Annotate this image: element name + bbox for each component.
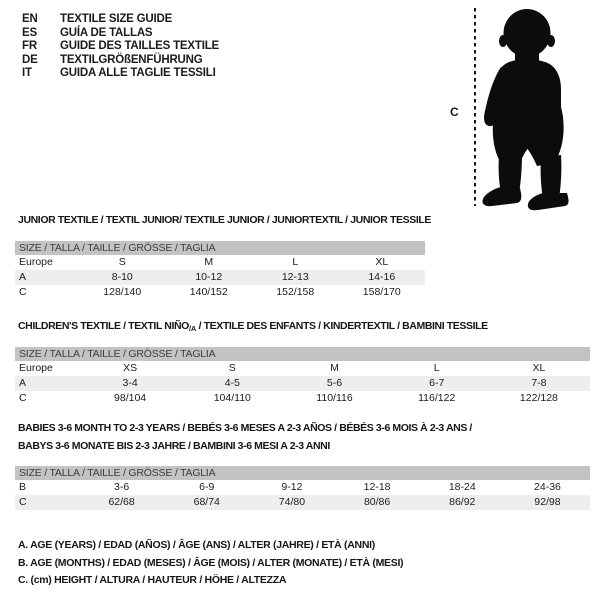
size-cell: L [433, 362, 440, 374]
height-cell: 140/152 [189, 286, 228, 298]
age-cell: 9-12 [281, 481, 303, 493]
table-row [15, 270, 425, 285]
age-cell: 3-6 [113, 481, 130, 493]
table-row [15, 285, 425, 300]
lang-title-fr: GUIDE DES TAILLES TEXTILE [60, 40, 219, 53]
size-cell: M [204, 256, 214, 268]
table-row [15, 255, 425, 270]
row-label: A [19, 271, 27, 283]
table-row [15, 376, 590, 391]
lang-code-de: DE [22, 53, 38, 66]
height-cell: 152/158 [276, 286, 315, 298]
age-cell: 6-7 [429, 377, 445, 389]
row-label: C [19, 392, 27, 404]
row-label: B [19, 481, 27, 493]
height-cell: 92/98 [534, 496, 561, 508]
size-cell: S [118, 256, 126, 268]
row-label: A [19, 377, 27, 389]
legend-line-age-years: A. AGE (YEARS) / EDAD (AÑOS) / ÂGE (ANS) / ALTER (JAHRE) / ETÀ (ANNI) [18, 539, 375, 551]
lang-code-es: ES [22, 26, 37, 39]
lang-code-it: IT [22, 67, 32, 80]
language-title-block [22, 13, 219, 81]
children-size-table [15, 347, 590, 406]
lang-code-en: EN [22, 13, 38, 25]
lang-row-it [22, 67, 219, 81]
children-title-post: / TEXTILE DES ENFANTS / KINDERTEXTIL / BAMBINI TESSILE [196, 320, 488, 332]
age-cell: 6-9 [199, 481, 215, 493]
lang-title-de: TEXTILGRÖßENFÜHRUNG [60, 53, 203, 66]
lang-code-fr: FR [22, 40, 37, 53]
age-cell: 3-4 [122, 377, 138, 389]
height-cell: 104/110 [213, 392, 251, 404]
height-cell: 110/116 [316, 392, 353, 404]
size-cell: XL [532, 362, 546, 374]
height-cell: 158/170 [362, 286, 401, 298]
baby-silhouette-icon [479, 5, 579, 212]
measurement-legend [18, 537, 403, 590]
children-title-pre: CHILDREN'S TEXTILE / TEXTIL NIÑO [18, 320, 189, 332]
size-cell: M [330, 362, 339, 374]
row-label: Europe [19, 362, 53, 374]
age-cell: 5-6 [326, 377, 343, 389]
table-row [15, 361, 590, 376]
age-cell: 10-12 [195, 271, 223, 283]
lang-title-es: GUÍA DE TALLAS [60, 26, 153, 39]
height-cell: 74/80 [278, 496, 306, 508]
children-size-header-bar: SIZE / TALLA / TAILLE / GRÖSSE / TAGLIA [15, 347, 590, 361]
age-cell: 14-16 [368, 271, 396, 283]
babies-size-header-bar: SIZE / TALLA / TAILLE / GRÖSSE / TAGLIA [15, 466, 590, 480]
height-cell: 128/140 [103, 286, 142, 298]
height-cell: 68/74 [193, 496, 220, 508]
age-cell: 12-18 [363, 481, 391, 493]
age-cell: 18-24 [448, 481, 476, 493]
height-cell: 116/122 [418, 392, 456, 404]
children-title-sub: /A [188, 324, 197, 333]
size-cell: L [292, 256, 299, 268]
age-cell: 4-5 [224, 377, 240, 389]
babies-size-table [15, 466, 590, 510]
height-measure-dashed-line [474, 8, 476, 206]
age-cell: 12-13 [281, 271, 309, 283]
lang-title-it: GUIDA ALLE TAGLIE TESSILI [60, 67, 216, 80]
junior-section-title: JUNIOR TEXTILE / TEXTIL JUNIOR/ TEXTILE JUNIOR / JUNIORTEXTIL / JUNIOR TESSILE [18, 214, 431, 226]
age-cell: 8-10 [111, 271, 133, 283]
table-row [15, 480, 590, 495]
table-row [15, 495, 590, 510]
row-label: C [19, 496, 27, 508]
lang-row-en [22, 13, 219, 27]
size-cell: XS [123, 362, 138, 374]
row-label: Europe [19, 256, 53, 268]
junior-size-header-bar: SIZE / TALLA / TAILLE / GRÖSSE / TAGLIA [15, 241, 425, 255]
babies-title-line1: BABIES 3-6 MONTH TO 2-3 YEARS / BEBÉS 3-6 MESES A 2-3 AÑOS / BÉBÉS 3-6 MOIS À 2-3 ANS / [18, 422, 472, 434]
table-row [15, 391, 590, 406]
height-measure-label: C [450, 105, 459, 119]
babies-title-line2: BABYS 3-6 MONATE BIS 2-3 JAHRE / BAMBINI 3-6 MESI A 2-3 ANNI [18, 440, 330, 452]
legend-line-height: C. (cm) HEIGHT / ALTURA / HAUTEUR / HÖHE / ALTEZZA [18, 574, 287, 586]
junior-size-table [15, 241, 425, 300]
height-cell: 122/128 [519, 392, 558, 404]
age-cell: 24-36 [534, 481, 561, 493]
children-section-title [18, 320, 488, 333]
size-cell: XL [375, 256, 389, 268]
size-cell: S [228, 362, 236, 374]
legend-line-age-months: B. AGE (MONTHS) / EDAD (MESES) / ÂGE (MOIS) / ALTER (MONATE) / ETÀ (MESI) [18, 556, 404, 569]
height-cell: 62/68 [108, 496, 135, 508]
height-cell: 80/86 [363, 496, 391, 508]
lang-title-en: TEXTILE SIZE GUIDE [60, 13, 173, 25]
height-cell: 98/104 [114, 392, 147, 404]
lang-row-de [22, 54, 219, 68]
lang-row-fr [22, 40, 219, 54]
row-label: C [19, 286, 27, 298]
babies-section-title [18, 419, 472, 455]
height-cell: 86/92 [449, 496, 476, 508]
lang-row-es [22, 27, 219, 41]
age-cell: 7-8 [531, 377, 547, 389]
